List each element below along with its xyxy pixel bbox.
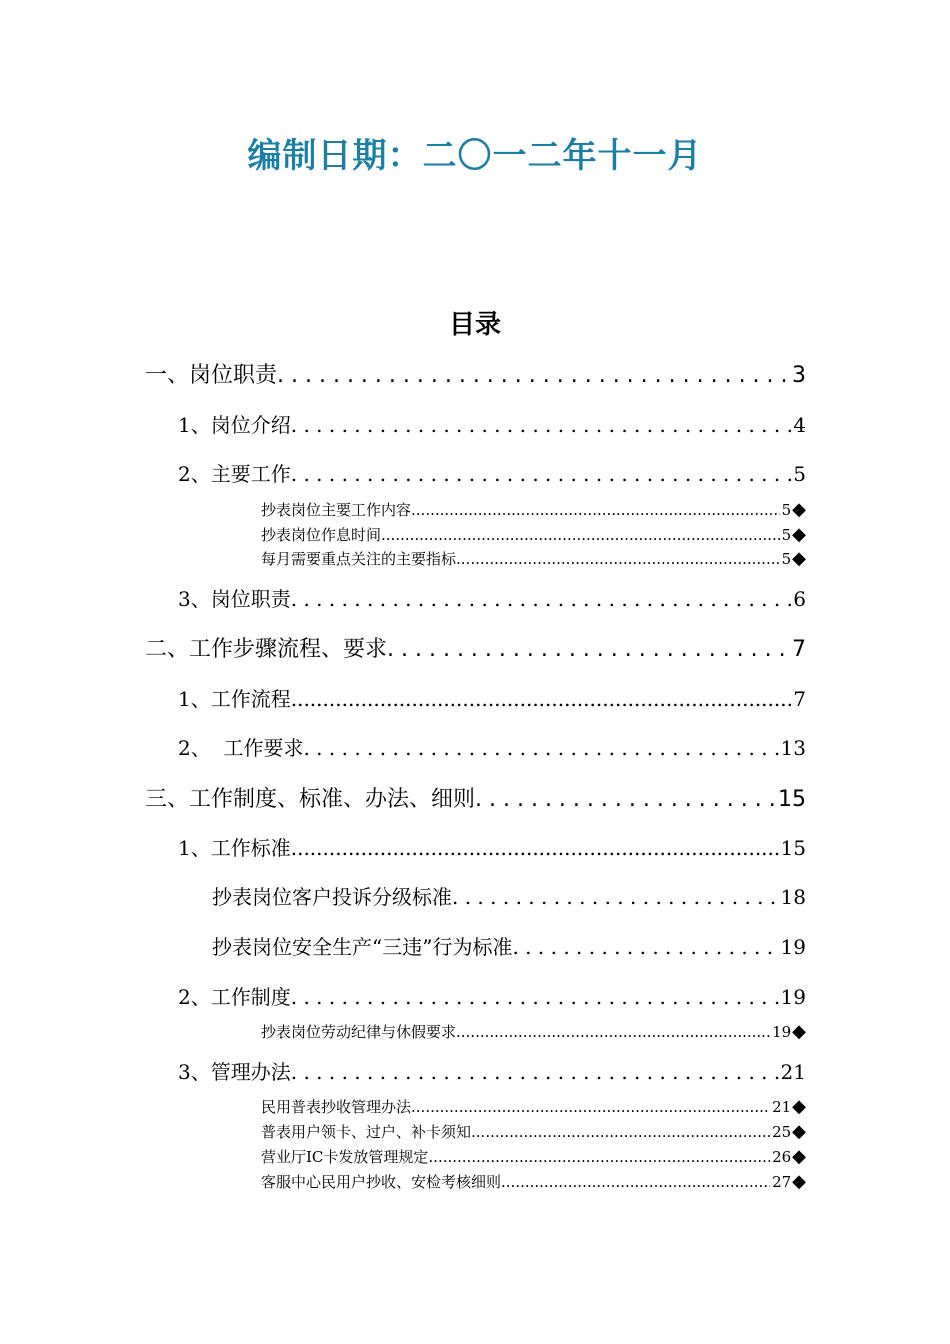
toc-leader (512, 935, 778, 959)
toc-entry-text: 抄表岗位作息时间 (261, 526, 382, 544)
toc-page-number: 3 (792, 363, 806, 388)
toc-entry-text: 抄表岗位劳动纪律与休假要求 (261, 1023, 457, 1041)
toc-entry-3-1[interactable] (178, 832, 806, 861)
diamond-bullet-icon: ◆ (792, 1096, 806, 1117)
toc-entry-3-1-b[interactable] (212, 931, 806, 960)
toc-entry-3-3-b[interactable] (261, 1121, 806, 1142)
toc-leader (456, 550, 780, 568)
toc-heading: 目录 (448, 310, 501, 340)
toc-leader (387, 637, 790, 662)
toc-leader (291, 587, 792, 611)
toc-entry-text: 二、工作步骤流程、要求 (145, 637, 388, 662)
toc-page-number: 25 (772, 1123, 792, 1141)
toc-page-number: 19 (780, 935, 806, 959)
toc-page-number: 19 (772, 1023, 792, 1041)
toc-entry-text: 1、工作流程 (178, 687, 291, 711)
toc-leader (291, 462, 792, 486)
toc-leader (411, 501, 780, 519)
toc-entry-1-3[interactable] (178, 583, 806, 612)
toc-entry-text: 抄表岗位客户投诉分级标准 (212, 885, 452, 909)
toc-entry-text: 每月需要重点关注的主要指标 (261, 550, 457, 568)
toc-leader (452, 885, 779, 909)
diamond-bullet-icon: ◆ (792, 548, 806, 569)
toc-entry-text: 客服中心民用户抄收、安检考核细则 (261, 1173, 502, 1191)
toc-entry-2-1[interactable] (178, 683, 806, 712)
toc-leader (411, 1098, 770, 1116)
toc-entry-section-3[interactable] (145, 782, 806, 813)
toc-page-number: 4 (793, 413, 806, 437)
toc-page-number: 5 (781, 501, 792, 519)
toc-page-number: 7 (793, 687, 806, 711)
toc-entry-text: 3、管理办法 (178, 1060, 291, 1084)
diamond-bullet-icon: ◆ (792, 1121, 806, 1142)
toc-page-number: 15 (778, 787, 806, 812)
toc-page-number: 26 (772, 1148, 792, 1166)
toc-entry-1-1[interactable] (178, 409, 806, 438)
toc-entry-text: 1、岗位介绍 (178, 413, 291, 437)
toc-page-number: 5 (781, 526, 792, 544)
toc-entry-text: 3、岗位职责 (178, 587, 291, 611)
toc-entry-text: 抄表岗位主要工作内容 (261, 501, 412, 519)
diamond-bullet-icon: ◆ (792, 524, 806, 545)
toc-entry-2-2[interactable] (178, 732, 806, 761)
toc-entry-3-3-a[interactable] (261, 1096, 806, 1117)
toc-page-number: 18 (780, 885, 806, 909)
toc-entry-text: 三、工作制度、标准、办法、细则 (145, 787, 476, 812)
toc-page-number: 21 (772, 1098, 792, 1116)
toc-entry-text: 营业厅IC卡发放管理规定 (261, 1148, 429, 1166)
toc-entry-text: 普表用户领卡、过户、补卡须知 (261, 1123, 472, 1141)
diamond-bullet-icon: ◆ (792, 1021, 806, 1042)
toc-leader (277, 363, 790, 388)
toc-entry-text: 民用普表抄收管理办法 (261, 1098, 412, 1116)
toc-page-number: 5 (781, 550, 792, 568)
toc-entry-text: 一、岗位职责 (145, 363, 278, 388)
toc-leader (456, 1023, 770, 1041)
toc-entry-1-2-a[interactable] (261, 499, 806, 520)
toc-leader (471, 1123, 770, 1141)
toc-page-number: 5 (793, 462, 806, 486)
toc-leader (291, 1060, 779, 1084)
toc-leader (381, 526, 780, 544)
toc-leader (501, 1173, 770, 1191)
toc-entry-3-2-a[interactable] (261, 1021, 806, 1042)
toc-leader (291, 413, 792, 437)
toc-page-number: 19 (780, 985, 806, 1009)
toc-entry-text: 2、主要工作 (178, 462, 291, 486)
toc-entry-3-1-a[interactable] (212, 881, 806, 910)
toc-leader (291, 687, 792, 711)
toc-entry-text: 2、工作制度 (178, 985, 291, 1009)
toc-page-number: 15 (780, 836, 806, 860)
toc-entry-text: 1、工作标准 (178, 836, 291, 860)
toc-leader (303, 736, 778, 760)
toc-entry-1-2-b[interactable] (261, 524, 806, 545)
diamond-bullet-icon: ◆ (792, 499, 806, 520)
toc-leader (291, 836, 779, 860)
toc-page-number: 7 (792, 637, 806, 662)
toc-page-number: 13 (780, 736, 806, 760)
toc-entry-3-2[interactable] (178, 981, 806, 1010)
toc-entry-3-3-d[interactable] (261, 1171, 806, 1192)
compile-date-title: 编制日期：二〇一二年十一月 (247, 136, 703, 176)
diamond-bullet-icon: ◆ (792, 1146, 806, 1167)
toc-leader (291, 985, 779, 1009)
toc-entry-3-3-c[interactable] (261, 1146, 806, 1167)
toc-entry-1-2-c[interactable] (261, 548, 806, 569)
toc-page-number: 27 (772, 1173, 792, 1191)
toc-leader (475, 787, 776, 812)
diamond-bullet-icon: ◆ (792, 1171, 806, 1192)
toc-entry-section-2[interactable] (145, 632, 806, 663)
toc-page-number: 6 (793, 587, 806, 611)
toc-page-number: 21 (780, 1060, 806, 1084)
toc-leader (428, 1148, 770, 1166)
toc-entry-3-3[interactable] (178, 1056, 806, 1085)
toc-entry-text: 2、 工作要求 (178, 736, 304, 760)
toc-entry-section-1[interactable] (145, 358, 806, 389)
toc-entry-text: 抄表岗位安全生产“三违”行为标准 (212, 935, 513, 959)
toc-entry-1-2[interactable] (178, 458, 806, 487)
